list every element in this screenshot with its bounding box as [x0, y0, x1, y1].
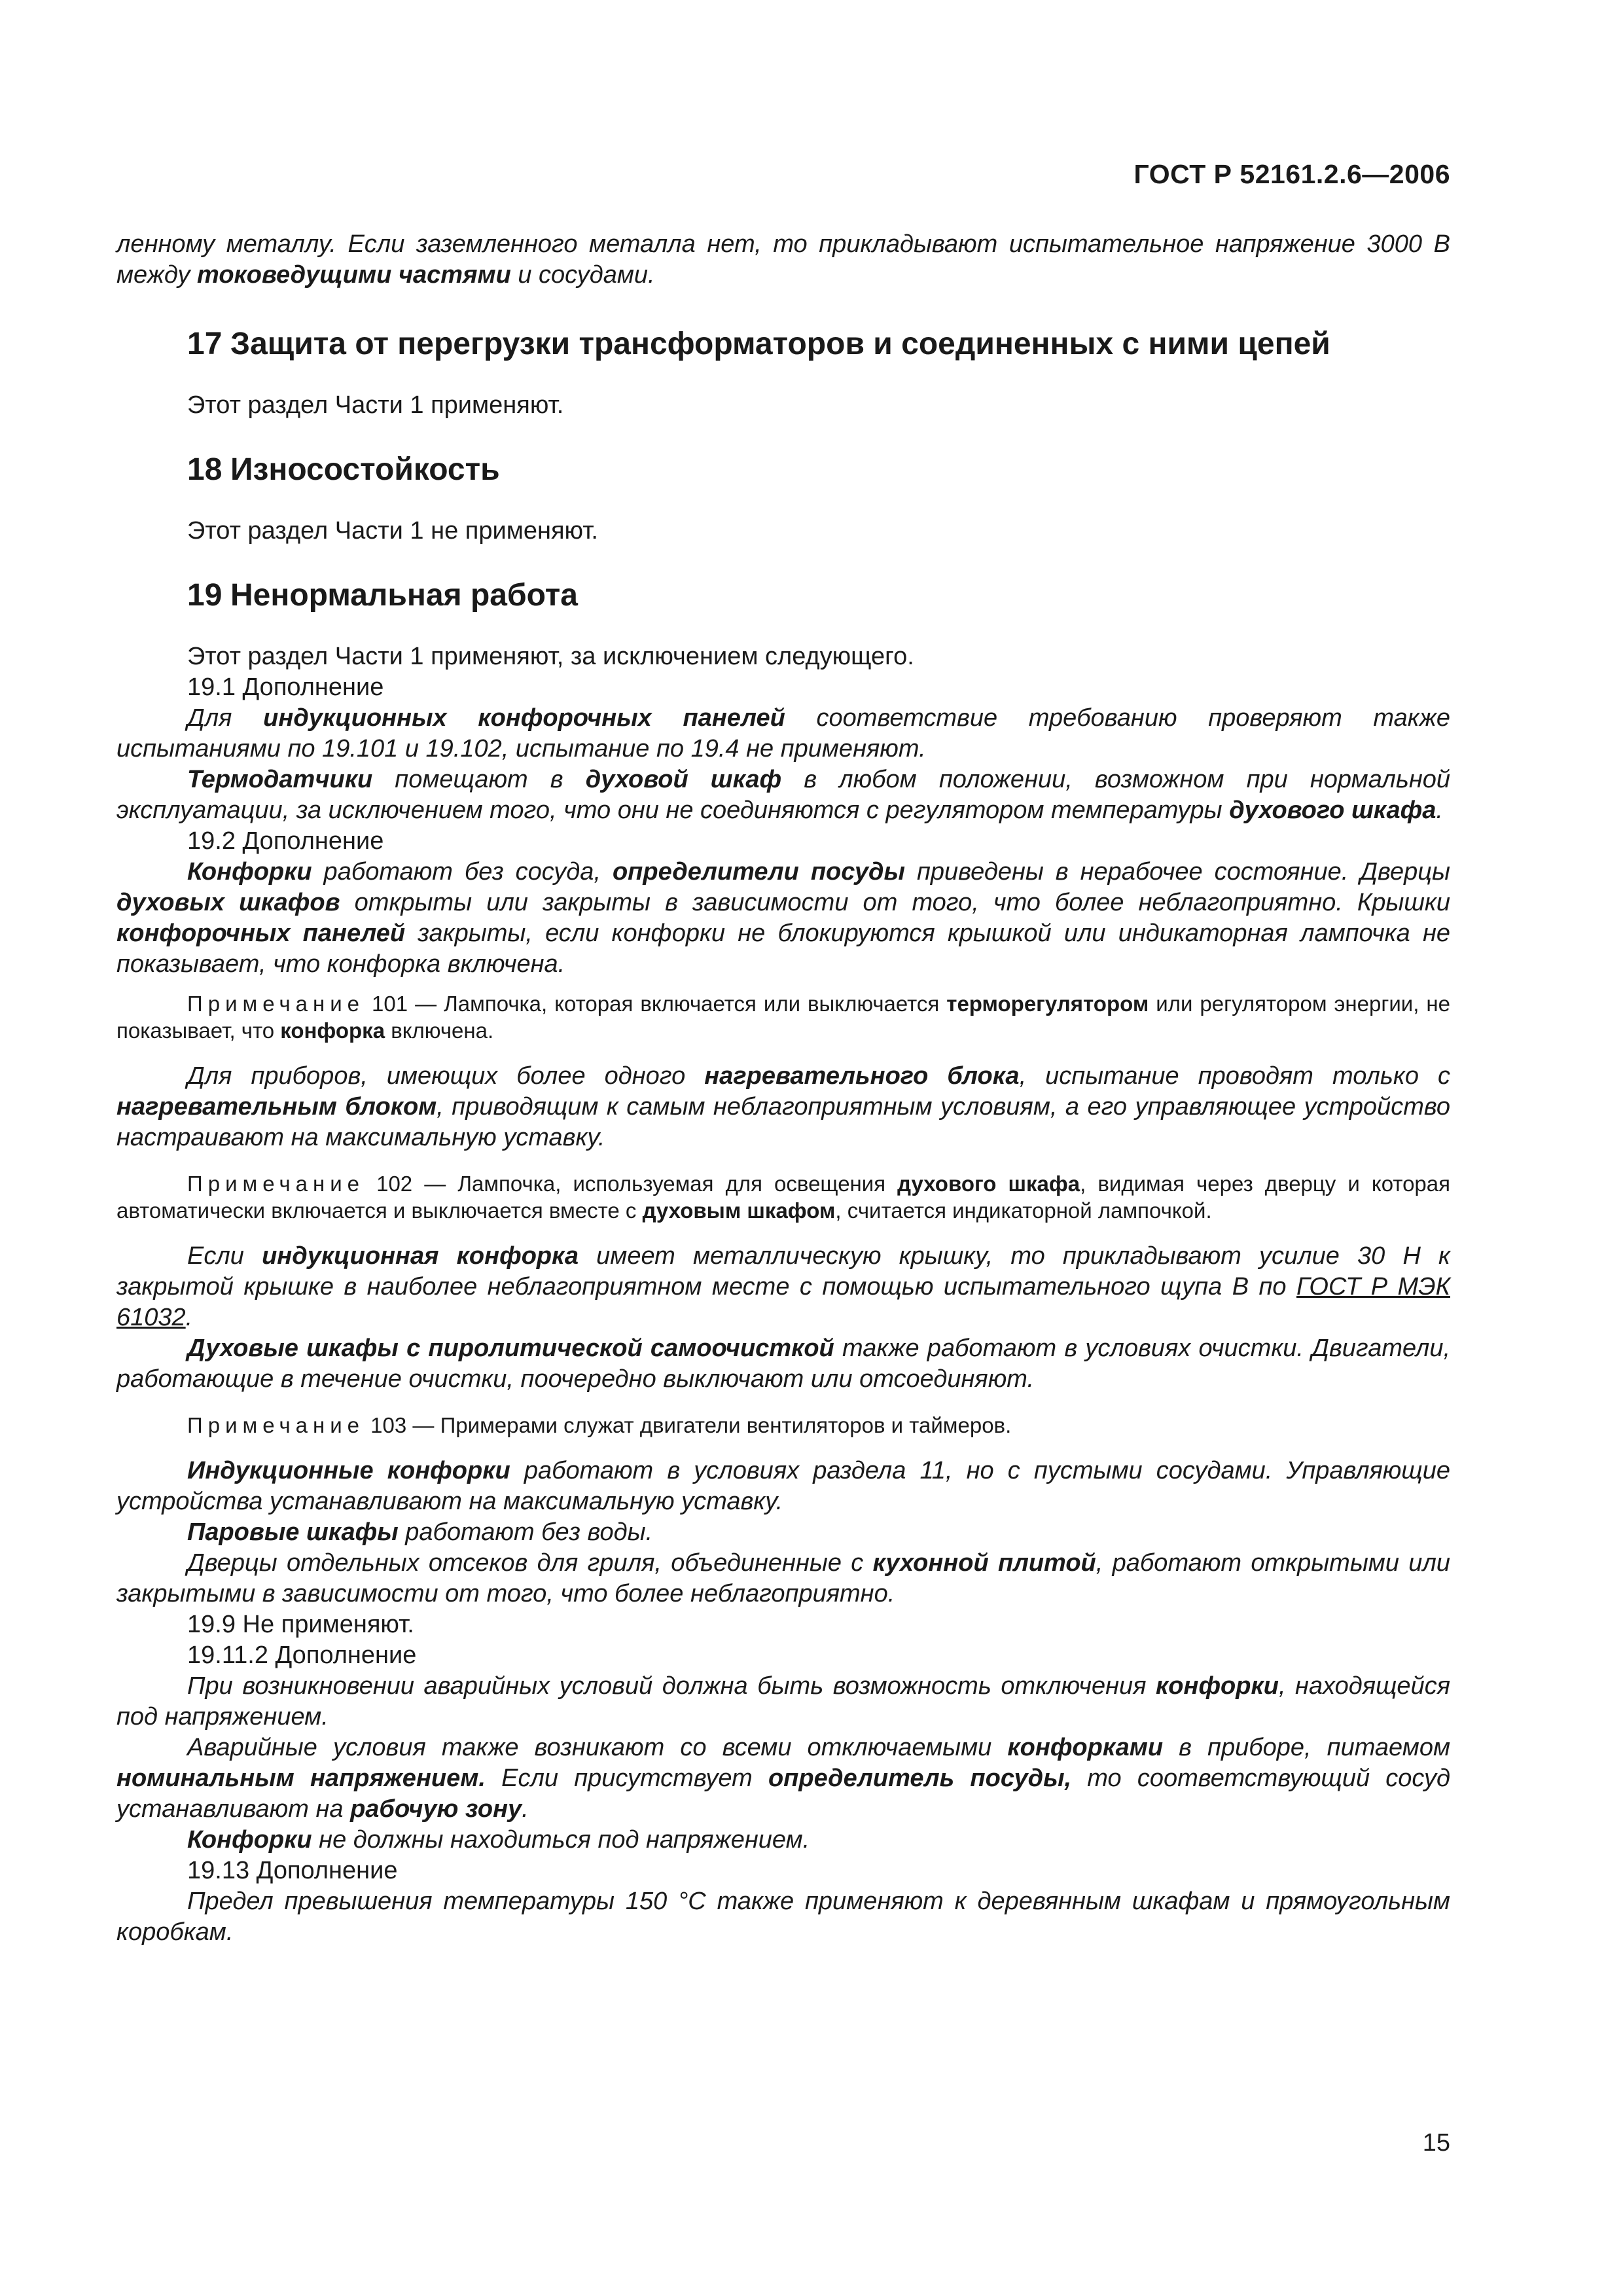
section-title: Защита от перегрузки трансформаторов и соединенных с ними цепей [230, 327, 1330, 361]
term: терморегулятором [946, 992, 1149, 1016]
note-101 [116, 990, 1450, 1044]
term: номинальным напряжением. [116, 1765, 486, 1792]
page-number: 15 [1422, 2129, 1450, 2157]
text-run: включена. [385, 1018, 494, 1043]
text-run: Для приборов, имеющих более одного [187, 1062, 705, 1090]
clause-19-9: 19.9 Не применяют. [187, 1611, 414, 1638]
paragraph [116, 1671, 1450, 1732]
document-code-header: ГОСТ Р 52161.2.6—2006 [1133, 159, 1450, 189]
text-run: имеет металлическую крышку, то прикладывают усилие 30 Н к закрытой крышке в наиболее неблагоприятном месте с помощью испытательного щупа В по [116, 1242, 1450, 1300]
term: Конфорки [187, 858, 312, 886]
clause-19-1: 19.1 Дополнение [187, 673, 384, 701]
section-18-body: Этот раздел Части 1 не применяют. [187, 517, 598, 545]
paragraph [116, 1456, 1450, 1517]
text-run: , считается индикаторной лампочкой. [835, 1198, 1212, 1223]
text-run: работают без воды. [398, 1518, 653, 1546]
text-run: также работают в условиях очистки. Двигатели, работающие в течение очистки, поочередно выключают или отсоединяют. [116, 1335, 1451, 1393]
paragraph [116, 1732, 1450, 1825]
text-run: соответствие требованию проверяют также испытаниями по 19.101 и 19.102, испытание по 19.4 не применяют. [116, 704, 1451, 762]
section-18-heading [187, 450, 1450, 490]
section-19-heading [187, 576, 1450, 615]
term: Духовые шкафы с пиролитической самоочисткой [187, 1335, 834, 1362]
note-label: Примечание [187, 1413, 365, 1437]
term: Индукционные конфорки [187, 1457, 510, 1484]
text-run: , находящейся под напряжением. [116, 1672, 1450, 1731]
term: определитель посуды, [768, 1765, 1072, 1792]
paragraph [116, 1241, 1450, 1333]
text-run: приведены в нерабочее состояние. Дверцы [904, 858, 1450, 886]
term: определители посуды [612, 858, 905, 886]
text-run: ленному металлу. Если заземленного металла нет, то прикладывают испытательное напряжение 3000 В между [116, 230, 1450, 289]
term: конфорки [1156, 1672, 1279, 1700]
term: рабочую зону [350, 1795, 522, 1823]
paragraph: Предел превышения температуры 150 °С также применяют к деревянным шкафам и прямоугольным коробкам. [116, 1888, 1450, 1946]
standard-reference-link[interactable]: ГОСТ Р МЭК 61032 [116, 1273, 1450, 1331]
term: нагревательным блоком [116, 1093, 437, 1121]
paragraph [116, 703, 1450, 764]
section-number: 18 [187, 452, 223, 487]
paragraph [116, 1548, 1450, 1609]
term: духового шкафа [1229, 797, 1436, 824]
text-run: . [522, 1795, 529, 1823]
term: конфорка [280, 1018, 385, 1043]
paragraph [116, 1825, 1450, 1856]
text-run: 103 — Примерами служат двигатели вентиляторов и таймеров. [365, 1413, 1012, 1437]
text-run: Если присутствует [485, 1765, 768, 1792]
text-run: работают без сосуда, [312, 858, 613, 886]
text-run: открыты или закрыты в зависимости от того, что более неблагоприятно. Крышки [340, 889, 1451, 916]
term: духовым шкафом [642, 1198, 836, 1223]
text-run: то соответствующий сосуд устанавливают на [116, 1765, 1450, 1823]
term: индукционных конфорочных панелей [263, 704, 785, 732]
section-17-body: Этот раздел Части 1 применяют. [187, 391, 564, 419]
note-label: Примечание [187, 992, 365, 1016]
section-19-body: Этот раздел Части 1 применяют, за исключением следующего. [187, 643, 914, 670]
term: токоведущими частями [197, 261, 511, 289]
text-run: не должны находиться под напряжением. [312, 1826, 810, 1854]
text-run: 102 — Лампочка, используемая для освещения [365, 1172, 898, 1196]
text-run: , испытание проводят только с [1019, 1062, 1450, 1090]
paragraph [116, 1061, 1450, 1153]
term: конфорочных панелей [116, 920, 406, 947]
term: Паровые шкафы [187, 1518, 399, 1546]
text-run: и сосудами. [510, 261, 655, 289]
text-run: в любом положении, возможном при нормальной эксплуатации, за исключением того, что они не соединяются с регулятором температуры [116, 766, 1450, 824]
clause-19-13: 19.13 Дополнение [187, 1857, 398, 1884]
text-run: помещают в [372, 766, 586, 793]
text-run: . [185, 1304, 193, 1331]
note-label: Примечание [187, 1172, 365, 1196]
term: индукционная конфорка [262, 1242, 579, 1270]
text-run: , видимая через дверцу и которая автоматически включается и выключается вместе с [116, 1172, 1451, 1223]
text-run: , работают открытыми или закрытыми в зависимости от того, что более неблагоприятно. [116, 1549, 1451, 1607]
term: конфорками [1007, 1734, 1164, 1761]
term: Конфорки [187, 1826, 312, 1854]
note-103 [116, 1412, 1450, 1439]
section-title: Ненормальная работа [230, 578, 578, 613]
term: духовой шкаф [585, 766, 782, 793]
text-run: , приводящим к самым неблагоприятным условиям, а его управляющее устройство настраивают на максимальную уставку. [116, 1093, 1450, 1151]
paragraph [116, 1333, 1450, 1395]
paragraph [116, 857, 1450, 980]
text-run: Аварийные условия также возникают со всеми отключаемыми [187, 1734, 1008, 1761]
document-body [116, 229, 1450, 1948]
clause-19-2: 19.2 Дополнение [187, 827, 384, 855]
term: кухонной плитой [872, 1549, 1096, 1577]
paragraph [116, 764, 1450, 826]
term: нагревательного блока [704, 1062, 1020, 1090]
text-run: Для [187, 704, 264, 732]
term: Термодатчики [187, 766, 373, 793]
text-run: . [1436, 797, 1443, 824]
note-102 [116, 1170, 1450, 1224]
text-run: Дверцы отдельных отсеков для гриля, объединенные с [187, 1549, 873, 1577]
section-title: Износостойкость [230, 452, 500, 487]
paragraph [116, 1517, 1450, 1548]
text-run: Если [187, 1242, 262, 1270]
section-17-heading [187, 325, 1450, 364]
text-run: При возникновении аварийных условий должна быть возможность отключения [187, 1672, 1156, 1700]
section-number: 17 [187, 327, 223, 361]
clause-19-11-2: 19.11.2 Дополнение [187, 1641, 417, 1669]
text-run: или регулятором энергии, не показывает, что [116, 992, 1450, 1043]
text-run: работают в условиях раздела 11, но с пустыми сосудами. Управляющие устройства устанавливают на максимальную уставку. [116, 1457, 1450, 1515]
section-number: 19 [187, 578, 223, 613]
term: духового шкафа [897, 1172, 1080, 1196]
continued-paragraph [116, 229, 1450, 291]
text-run: в приборе, питаемом [1163, 1734, 1451, 1761]
term: духовых шкафов [116, 889, 340, 916]
text-run: закрыты, если конфорки не блокируются крышкой или индикаторная лампочка не показывает, что конфорка включена. [116, 920, 1451, 978]
text-run: 101 — Лампочка, которая включается или выключается [365, 992, 947, 1016]
